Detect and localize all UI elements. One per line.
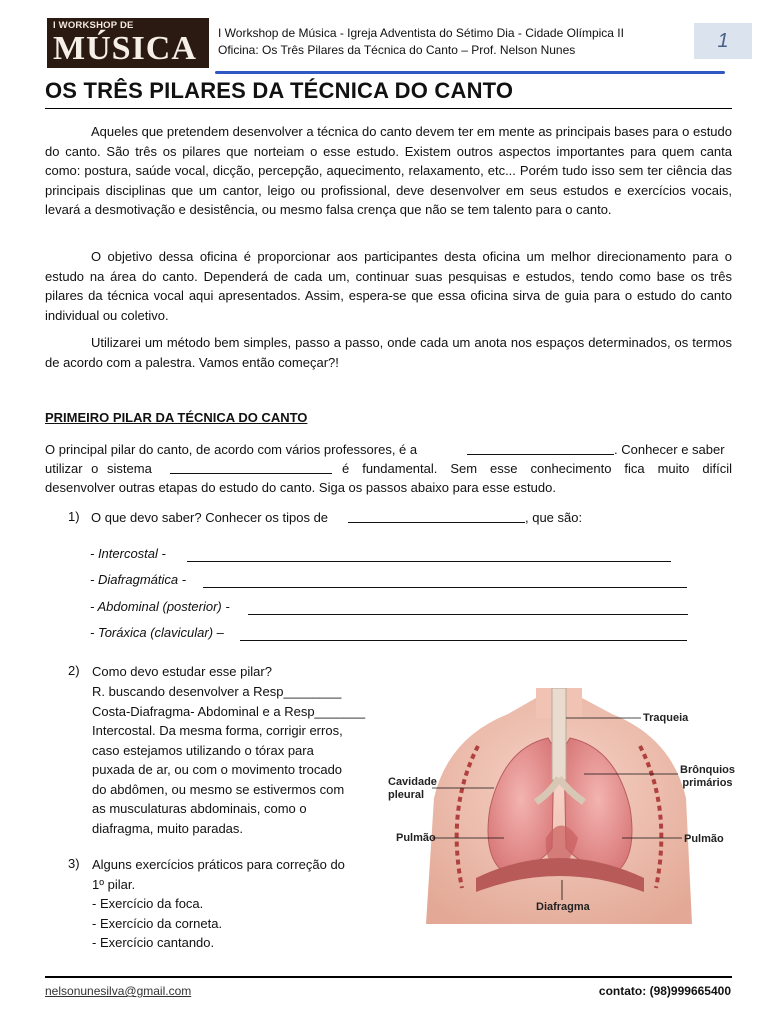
- label-bronchi: [680, 764, 735, 790]
- section-heading: PRIMEIRO PILAR DA TÉCNICA DO CANTO: [45, 410, 308, 425]
- logo-line1: I WORKSHOP DE: [53, 20, 134, 31]
- answer-blank[interactable]: [248, 614, 688, 615]
- header-line2: Oficina: Os Três Pilares da Técnica do Canto – Prof. Nelson Nunes: [218, 43, 576, 57]
- answer-line: diafragma, muito paradas.: [92, 820, 244, 836]
- question-3-list: [92, 855, 376, 953]
- question-2-title: Como devo estudar esse pilar?: [92, 664, 272, 679]
- answer-line: R. buscando desenvolver a Resp________: [92, 684, 342, 699]
- label-pleural-line2: pleural: [388, 789, 425, 801]
- footer-email-link[interactable]: nelsonunesilva@gmail.com: [45, 984, 192, 998]
- label-diaphragm: Diafragma: [536, 901, 590, 913]
- exercise-line: - Exercício cantando.: [92, 935, 215, 950]
- answer-blank[interactable]: [348, 522, 525, 523]
- item-number: 3): [68, 856, 80, 871]
- answer-line: puxada de ar, ou com o movimento trocado: [92, 762, 343, 777]
- answer-line: Intercostal. Da mesma forma, corrigir erros,: [92, 723, 343, 738]
- question-1-text-a: O que devo saber? Conhecer os tipos de: [91, 510, 329, 525]
- lead-text-d: é fundamental. Sem esse conhecimento fica muito difícil: [342, 461, 732, 476]
- footer-rule: [45, 976, 732, 978]
- lead-text-c: utilizar o sistema: [45, 461, 152, 476]
- intro-paragraph-3: Utilizarei um método bem simples, passo a passo, onde cada um anota nos espaços determinados, os termos de acordo com a palestra. Vamos então começar?!: [45, 335, 732, 370]
- label-lung-right: Pulmão: [684, 833, 724, 845]
- lead-text-e: desenvolver outras etapas do estudo do canto. Siga os passos abaixo para esse estudo.: [45, 480, 556, 495]
- page-number: 1: [717, 30, 729, 52]
- answer-blank[interactable]: [203, 587, 687, 588]
- exercise-line: - Exercício da foca.: [92, 896, 204, 911]
- breathing-type-4: - Toráxica (clavicular) –: [90, 625, 224, 640]
- label-pleural-line1: Cavidade: [388, 776, 437, 788]
- question-1-text-b: , que são:: [525, 510, 583, 525]
- breathing-type-3: - Abdominal (posterior) -: [90, 599, 230, 614]
- answer-blank[interactable]: [240, 640, 687, 641]
- answer-line: do abdômen, ou mesmo se estivermos com: [92, 781, 345, 797]
- exercise-line: Alguns exercícios práticos para correção do: [92, 857, 345, 872]
- page-number-box: [694, 23, 752, 59]
- logo-line2: MÚSICA: [53, 30, 197, 67]
- lead-text-b: . Conhecer e saber: [614, 442, 725, 457]
- answer-line: Costa-Diafragma- Abdominal e a Resp_______: [92, 703, 366, 719]
- item-number: 1): [68, 509, 80, 524]
- header-line1: I Workshop de Música - Igreja Adventista do Sétimo Dia - Cidade Olímpica II: [218, 26, 624, 40]
- footer-contact: contato: (98)999665400: [598, 984, 731, 998]
- label-trachea: Traqueia: [643, 712, 689, 724]
- intro-paragraph-1: Aqueles que pretendem desenvolver a técnica do canto devem ter em mente as principais bases para o estudo do canto. São três os pilares que norteiam o esse estudo. Existem outros aspectos importantes para quem canta como: postura, saúde vocal, dicção, percepção, aquecimento, relaxamento, etc... Porém tudo isso sem ter ciência das principais disciplinas que um cantor, leigo ou profissional, deve desenvolver em seus estudos e exercícios vocais, levará a desmotivação e desistência, ou mesmo falsa crença que não se tem talento para o canto.: [45, 124, 732, 217]
- question-2-answer: [92, 682, 376, 838]
- exercise-line: - Exercício da corneta.: [92, 915, 223, 931]
- respiratory-system-figure: [386, 688, 735, 924]
- label-bronchi-line1: Brônquios: [680, 764, 735, 776]
- answer-blank[interactable]: [467, 454, 614, 455]
- exercise-line: 1º pilar.: [92, 876, 136, 892]
- label-bronchi-line2: primários: [682, 777, 733, 789]
- label-pleural-cavity: [388, 776, 437, 802]
- page-title: OS TRÊS PILARES DA TÉCNICA DO CANTO: [45, 78, 514, 103]
- answer-blank[interactable]: [187, 561, 671, 562]
- lead-text-a: O principal pilar do canto, de acordo com vários professores, é a: [45, 442, 418, 457]
- breathing-type-1: - Intercostal -: [90, 546, 166, 561]
- title-rule: [45, 108, 732, 109]
- answer-line: caso estejamos utilizando o tórax para: [92, 742, 314, 758]
- intro-paragraph-2: O objetivo dessa oficina é proporcionar aos participantes desta oficina um melhor direcionamento para o estudo na área do canto. Dependerá de cada um, continuar suas pesquisas e estudos, tendo como base os três pilares da técnica vocal aqui apresentados. Assim, espera-se que essa oficina sirva de guia para o estudo do canto individual ou coletivo.: [45, 249, 732, 323]
- breathing-type-2: - Diafragmática -: [90, 572, 187, 587]
- answer-blank[interactable]: [170, 473, 332, 474]
- workshop-logo: [47, 18, 209, 68]
- item-number: 2): [68, 663, 80, 678]
- label-lung-left: Pulmão: [396, 832, 436, 844]
- header-divider: [215, 71, 725, 74]
- answer-line: as musculaturas abdominais, como o: [92, 801, 307, 816]
